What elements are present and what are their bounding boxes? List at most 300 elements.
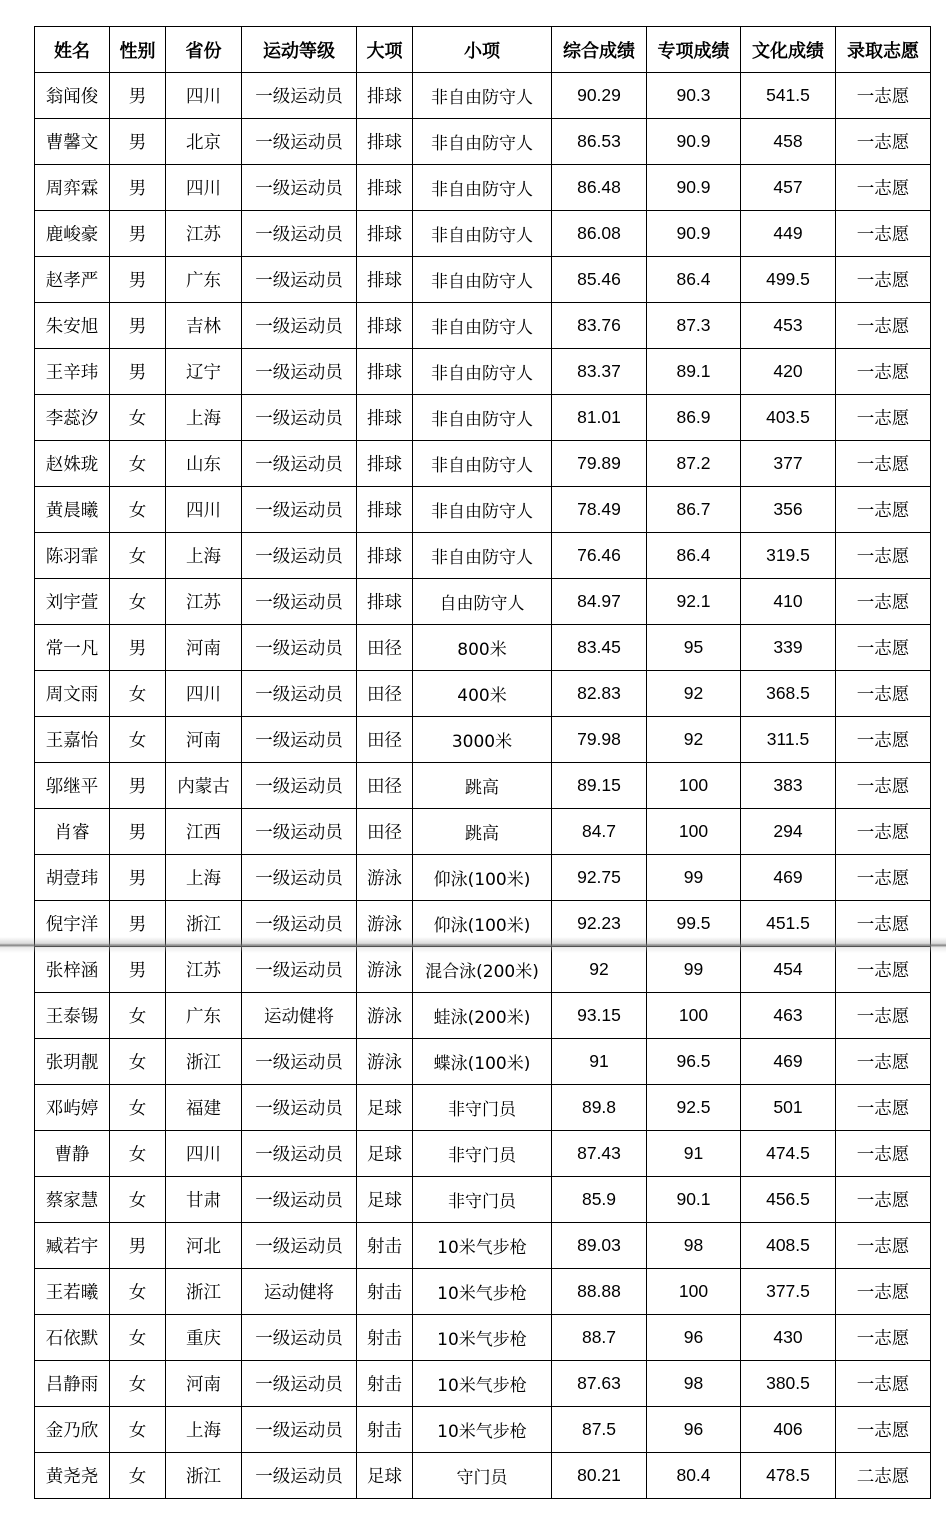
- cell-specialty-score: 86.7: [647, 487, 741, 533]
- cell-specialty-score: 91: [647, 1131, 741, 1177]
- cell-sport-level: 一级运动员: [242, 1039, 357, 1085]
- cell-sport-level: 一级运动员: [242, 1315, 357, 1361]
- cell-admission-choice: 一志愿: [836, 1269, 931, 1315]
- cell-overall-score: 80.21: [552, 1453, 647, 1499]
- cell-academic-score: 408.5: [741, 1223, 836, 1269]
- cell-name: 王若曦: [35, 1269, 110, 1315]
- cell-name: 黄尧尧: [35, 1453, 110, 1499]
- cell-sport: 游泳: [357, 855, 413, 901]
- cell-specialty-score: 90.9: [647, 119, 741, 165]
- cell-sport-level: 一级运动员: [242, 763, 357, 809]
- cell-province: 浙江: [166, 1039, 242, 1085]
- cell-academic-score: 406: [741, 1407, 836, 1453]
- cell-name: 臧若宇: [35, 1223, 110, 1269]
- cell-sport: 射击: [357, 1223, 413, 1269]
- cell-specialty-score: 100: [647, 1269, 741, 1315]
- cell-overall-score: 92.75: [552, 855, 647, 901]
- cell-province: 四川: [166, 671, 242, 717]
- cell-specialty-score: 86.4: [647, 257, 741, 303]
- cell-name: 王辛玮: [35, 349, 110, 395]
- cell-academic-score: 501: [741, 1085, 836, 1131]
- cell-sport-level: 一级运动员: [242, 1453, 357, 1499]
- cell-sport: 田径: [357, 671, 413, 717]
- cell-gender: 男: [110, 855, 166, 901]
- table-row: [35, 579, 931, 625]
- cell-sport-level: 一级运动员: [242, 947, 357, 993]
- cell-specialty-score: 100: [647, 763, 741, 809]
- cell-overall-score: 84.97: [552, 579, 647, 625]
- cell-sport-level: 一级运动员: [242, 1131, 357, 1177]
- column-header-province: 省份: [166, 27, 242, 73]
- table-row: [35, 717, 931, 763]
- cell-overall-score: 83.76: [552, 303, 647, 349]
- cell-province: 四川: [166, 165, 242, 211]
- cell-specialty-score: 89.1: [647, 349, 741, 395]
- cell-province: 浙江: [166, 1453, 242, 1499]
- cell-sport: 射击: [357, 1407, 413, 1453]
- column-header-sport-level: 运动等级: [242, 27, 357, 73]
- cell-gender: 男: [110, 211, 166, 257]
- cell-event: 非自由防守人: [413, 211, 552, 257]
- table-header-row: [35, 27, 931, 73]
- cell-sport: 足球: [357, 1131, 413, 1177]
- cell-sport-level: 一级运动员: [242, 625, 357, 671]
- cell-overall-score: 90.29: [552, 73, 647, 119]
- column-header-academic-score: 文化成绩: [741, 27, 836, 73]
- cell-sport-level: 一级运动员: [242, 533, 357, 579]
- table-row: [35, 1085, 931, 1131]
- cell-name: 李蕊汐: [35, 395, 110, 441]
- cell-overall-score: 84.7: [552, 809, 647, 855]
- table-row: [35, 395, 931, 441]
- cell-sport: 田径: [357, 625, 413, 671]
- cell-gender: 女: [110, 717, 166, 763]
- cell-name: 翁闻俊: [35, 73, 110, 119]
- cell-admission-choice: 一志愿: [836, 1177, 931, 1223]
- cell-overall-score: 78.49: [552, 487, 647, 533]
- table-row: [35, 257, 931, 303]
- cell-academic-score: 311.5: [741, 717, 836, 763]
- cell-sport: 足球: [357, 1453, 413, 1499]
- cell-specialty-score: 90.9: [647, 211, 741, 257]
- cell-admission-choice: 一志愿: [836, 579, 931, 625]
- cell-sport-level: 一级运动员: [242, 579, 357, 625]
- cell-province: 上海: [166, 855, 242, 901]
- cell-gender: 男: [110, 763, 166, 809]
- cell-sport-level: 一级运动员: [242, 1223, 357, 1269]
- cell-event: 蝶泳(100米): [413, 1039, 552, 1085]
- table-body: [35, 73, 931, 1499]
- cell-name: 石依默: [35, 1315, 110, 1361]
- cell-specialty-score: 92: [647, 671, 741, 717]
- cell-academic-score: 469: [741, 1039, 836, 1085]
- cell-specialty-score: 100: [647, 993, 741, 1039]
- cell-gender: 女: [110, 993, 166, 1039]
- cell-sport-level: 一级运动员: [242, 809, 357, 855]
- cell-event: 仰泳(100米): [413, 855, 552, 901]
- table-row: [35, 671, 931, 717]
- cell-academic-score: 403.5: [741, 395, 836, 441]
- cell-event: 非自由防守人: [413, 119, 552, 165]
- table-row: [35, 1269, 931, 1315]
- cell-sport: 足球: [357, 1177, 413, 1223]
- cell-sport: 排球: [357, 73, 413, 119]
- cell-academic-score: 420: [741, 349, 836, 395]
- cell-admission-choice: 一志愿: [836, 809, 931, 855]
- cell-specialty-score: 92: [647, 717, 741, 763]
- cell-event: 蛙泳(200米): [413, 993, 552, 1039]
- cell-gender: 女: [110, 1453, 166, 1499]
- table-row: [35, 1039, 931, 1085]
- table-row: [35, 441, 931, 487]
- cell-event: 非自由防守人: [413, 487, 552, 533]
- cell-province: 四川: [166, 73, 242, 119]
- cell-overall-score: 79.89: [552, 441, 647, 487]
- cell-gender: 男: [110, 303, 166, 349]
- cell-event: 非自由防守人: [413, 349, 552, 395]
- cell-name: 赵姝珑: [35, 441, 110, 487]
- cell-province: 河南: [166, 1361, 242, 1407]
- cell-overall-score: 85.46: [552, 257, 647, 303]
- cell-name: 张玥靓: [35, 1039, 110, 1085]
- cell-overall-score: 89.03: [552, 1223, 647, 1269]
- cell-province: 上海: [166, 533, 242, 579]
- cell-sport: 田径: [357, 809, 413, 855]
- cell-event: 10米气步枪: [413, 1407, 552, 1453]
- cell-sport: 射击: [357, 1361, 413, 1407]
- cell-name: 王嘉怡: [35, 717, 110, 763]
- cell-name: 肖睿: [35, 809, 110, 855]
- cell-academic-score: 478.5: [741, 1453, 836, 1499]
- cell-gender: 女: [110, 533, 166, 579]
- table-row: [35, 487, 931, 533]
- column-header-admission-choice: 录取志愿: [836, 27, 931, 73]
- cell-academic-score: 474.5: [741, 1131, 836, 1177]
- cell-sport-level: 一级运动员: [242, 901, 357, 947]
- cell-province: 广东: [166, 257, 242, 303]
- cell-specialty-score: 96: [647, 1407, 741, 1453]
- cell-gender: 男: [110, 809, 166, 855]
- cell-sport-level: 一级运动员: [242, 671, 357, 717]
- cell-specialty-score: 96.5: [647, 1039, 741, 1085]
- cell-sport: 田径: [357, 763, 413, 809]
- cell-event: 400米: [413, 671, 552, 717]
- cell-sport: 排球: [357, 487, 413, 533]
- cell-name: 金乃欣: [35, 1407, 110, 1453]
- cell-academic-score: 356: [741, 487, 836, 533]
- cell-admission-choice: 一志愿: [836, 1223, 931, 1269]
- cell-admission-choice: 一志愿: [836, 625, 931, 671]
- cell-name: 陈羽霏: [35, 533, 110, 579]
- cell-academic-score: 463: [741, 993, 836, 1039]
- cell-specialty-score: 99.5: [647, 901, 741, 947]
- cell-academic-score: 319.5: [741, 533, 836, 579]
- cell-specialty-score: 95: [647, 625, 741, 671]
- cell-sport: 排球: [357, 579, 413, 625]
- cell-name: 吕静雨: [35, 1361, 110, 1407]
- cell-gender: 女: [110, 671, 166, 717]
- cell-name: 张梓涵: [35, 947, 110, 993]
- cell-sport-level: 一级运动员: [242, 119, 357, 165]
- cell-gender: 女: [110, 1085, 166, 1131]
- cell-sport: 排球: [357, 441, 413, 487]
- cell-overall-score: 89.8: [552, 1085, 647, 1131]
- cell-name: 邓屿婷: [35, 1085, 110, 1131]
- cell-name: 周文雨: [35, 671, 110, 717]
- cell-academic-score: 499.5: [741, 257, 836, 303]
- cell-specialty-score: 98: [647, 1361, 741, 1407]
- cell-admission-choice: 一志愿: [836, 671, 931, 717]
- cell-specialty-score: 98: [647, 1223, 741, 1269]
- cell-event: 10米气步枪: [413, 1269, 552, 1315]
- cell-admission-choice: 一志愿: [836, 993, 931, 1039]
- column-header-name: 姓名: [35, 27, 110, 73]
- cell-academic-score: 368.5: [741, 671, 836, 717]
- column-header-overall-score: 综合成绩: [552, 27, 647, 73]
- cell-name: 王泰锡: [35, 993, 110, 1039]
- cell-event: 混合泳(200米): [413, 947, 552, 993]
- cell-gender: 男: [110, 165, 166, 211]
- cell-sport-level: 一级运动员: [242, 349, 357, 395]
- cell-specialty-score: 100: [647, 809, 741, 855]
- cell-overall-score: 86.08: [552, 211, 647, 257]
- table-row: [35, 1223, 931, 1269]
- cell-admission-choice: 一志愿: [836, 1039, 931, 1085]
- cell-gender: 男: [110, 257, 166, 303]
- cell-admission-choice: 一志愿: [836, 947, 931, 993]
- cell-gender: 女: [110, 1407, 166, 1453]
- cell-specialty-score: 87.2: [647, 441, 741, 487]
- cell-specialty-score: 96: [647, 1315, 741, 1361]
- cell-overall-score: 79.98: [552, 717, 647, 763]
- cell-sport: 排球: [357, 257, 413, 303]
- admissions-table: [34, 26, 931, 1499]
- cell-gender: 女: [110, 1177, 166, 1223]
- column-header-specialty-score: 专项成绩: [647, 27, 741, 73]
- cell-admission-choice: 一志愿: [836, 855, 931, 901]
- cell-province: 四川: [166, 487, 242, 533]
- cell-sport-level: 一级运动员: [242, 303, 357, 349]
- cell-sport: 游泳: [357, 993, 413, 1039]
- table-row: [35, 119, 931, 165]
- cell-admission-choice: 一志愿: [836, 763, 931, 809]
- table-row: [35, 303, 931, 349]
- cell-gender: 男: [110, 947, 166, 993]
- cell-sport-level: 一级运动员: [242, 1085, 357, 1131]
- cell-event: 仰泳(100米): [413, 901, 552, 947]
- cell-sport-level: 一级运动员: [242, 1361, 357, 1407]
- cell-province: 辽宁: [166, 349, 242, 395]
- cell-name: 常一凡: [35, 625, 110, 671]
- cell-sport: 游泳: [357, 1039, 413, 1085]
- cell-gender: 男: [110, 119, 166, 165]
- cell-gender: 女: [110, 487, 166, 533]
- cell-name: 赵孝严: [35, 257, 110, 303]
- cell-overall-score: 83.37: [552, 349, 647, 395]
- cell-academic-score: 456.5: [741, 1177, 836, 1223]
- cell-name: 周弈霖: [35, 165, 110, 211]
- table-row: [35, 1177, 931, 1223]
- cell-event: 非自由防守人: [413, 533, 552, 579]
- cell-sport-level: 一级运动员: [242, 1407, 357, 1453]
- cell-province: 河北: [166, 1223, 242, 1269]
- cell-admission-choice: 一志愿: [836, 73, 931, 119]
- cell-name: 曹馨文: [35, 119, 110, 165]
- cell-academic-score: 377.5: [741, 1269, 836, 1315]
- cell-event: 10米气步枪: [413, 1361, 552, 1407]
- cell-academic-score: 410: [741, 579, 836, 625]
- cell-overall-score: 92.23: [552, 901, 647, 947]
- table-row: [35, 1453, 931, 1499]
- cell-admission-choice: 一志愿: [836, 165, 931, 211]
- cell-name: 朱安旭: [35, 303, 110, 349]
- table-row: [35, 1131, 931, 1177]
- cell-overall-score: 91: [552, 1039, 647, 1085]
- cell-province: 山东: [166, 441, 242, 487]
- cell-name: 蔡家慧: [35, 1177, 110, 1223]
- cell-academic-score: 458: [741, 119, 836, 165]
- cell-overall-score: 87.5: [552, 1407, 647, 1453]
- cell-sport-level: 一级运动员: [242, 165, 357, 211]
- table-row: [35, 1361, 931, 1407]
- cell-event: 非自由防守人: [413, 165, 552, 211]
- cell-event: 自由防守人: [413, 579, 552, 625]
- cell-province: 浙江: [166, 901, 242, 947]
- table-row: [35, 947, 931, 993]
- table-row: [35, 625, 931, 671]
- cell-sport-level: 一级运动员: [242, 257, 357, 303]
- cell-overall-score: 76.46: [552, 533, 647, 579]
- cell-overall-score: 87.63: [552, 1361, 647, 1407]
- table-row: [35, 211, 931, 257]
- cell-academic-score: 430: [741, 1315, 836, 1361]
- cell-province: 甘肃: [166, 1177, 242, 1223]
- cell-overall-score: 89.15: [552, 763, 647, 809]
- cell-overall-score: 83.45: [552, 625, 647, 671]
- cell-specialty-score: 90.9: [647, 165, 741, 211]
- table-row: [35, 165, 931, 211]
- cell-sport: 排球: [357, 211, 413, 257]
- cell-overall-score: 88.88: [552, 1269, 647, 1315]
- cell-sport: 排球: [357, 533, 413, 579]
- cell-overall-score: 86.48: [552, 165, 647, 211]
- table-row: [35, 349, 931, 395]
- cell-sport-level: 一级运动员: [242, 1177, 357, 1223]
- cell-sport-level: 一级运动员: [242, 395, 357, 441]
- cell-admission-choice: 一志愿: [836, 1407, 931, 1453]
- cell-overall-score: 92: [552, 947, 647, 993]
- table-row: [35, 533, 931, 579]
- cell-academic-score: 339: [741, 625, 836, 671]
- cell-province: 内蒙古: [166, 763, 242, 809]
- cell-sport-level: 一级运动员: [242, 211, 357, 257]
- cell-event: 非自由防守人: [413, 303, 552, 349]
- cell-gender: 女: [110, 1131, 166, 1177]
- cell-admission-choice: 一志愿: [836, 487, 931, 533]
- cell-academic-score: 469: [741, 855, 836, 901]
- cell-province: 重庆: [166, 1315, 242, 1361]
- column-header-gender: 性别: [110, 27, 166, 73]
- cell-gender: 男: [110, 901, 166, 947]
- cell-gender: 男: [110, 625, 166, 671]
- cell-event: 非自由防守人: [413, 441, 552, 487]
- cell-province: 江苏: [166, 947, 242, 993]
- cell-admission-choice: 一志愿: [836, 717, 931, 763]
- cell-admission-choice: 一志愿: [836, 395, 931, 441]
- table-row: [35, 1407, 931, 1453]
- cell-name: 刘宇萱: [35, 579, 110, 625]
- cell-overall-score: 86.53: [552, 119, 647, 165]
- cell-overall-score: 81.01: [552, 395, 647, 441]
- table-row: [35, 73, 931, 119]
- cell-sport: 射击: [357, 1269, 413, 1315]
- cell-event: 3000米: [413, 717, 552, 763]
- cell-academic-score: 294: [741, 809, 836, 855]
- cell-name: 胡壹玮: [35, 855, 110, 901]
- cell-specialty-score: 86.4: [647, 533, 741, 579]
- cell-academic-score: 377: [741, 441, 836, 487]
- cell-province: 上海: [166, 395, 242, 441]
- cell-admission-choice: 一志愿: [836, 349, 931, 395]
- cell-academic-score: 457: [741, 165, 836, 211]
- cell-admission-choice: 一志愿: [836, 1085, 931, 1131]
- cell-province: 福建: [166, 1085, 242, 1131]
- cell-gender: 女: [110, 441, 166, 487]
- cell-admission-choice: 一志愿: [836, 1315, 931, 1361]
- cell-name: 黄晨曦: [35, 487, 110, 533]
- table-row: [35, 809, 931, 855]
- cell-admission-choice: 一志愿: [836, 211, 931, 257]
- cell-province: 四川: [166, 1131, 242, 1177]
- cell-province: 河南: [166, 717, 242, 763]
- cell-event: 10米气步枪: [413, 1315, 552, 1361]
- cell-gender: 男: [110, 73, 166, 119]
- cell-province: 北京: [166, 119, 242, 165]
- cell-sport: 排球: [357, 303, 413, 349]
- cell-gender: 女: [110, 1361, 166, 1407]
- table-row: [35, 901, 931, 947]
- cell-admission-choice: 一志愿: [836, 533, 931, 579]
- cell-specialty-score: 90.1: [647, 1177, 741, 1223]
- cell-sport: 排球: [357, 165, 413, 211]
- cell-province: 上海: [166, 1407, 242, 1453]
- column-header-event: 小项: [413, 27, 552, 73]
- cell-academic-score: 541.5: [741, 73, 836, 119]
- cell-overall-score: 82.83: [552, 671, 647, 717]
- table-row: [35, 1315, 931, 1361]
- cell-event: 非守门员: [413, 1085, 552, 1131]
- cell-sport: 射击: [357, 1315, 413, 1361]
- cell-overall-score: 93.15: [552, 993, 647, 1039]
- cell-overall-score: 88.7: [552, 1315, 647, 1361]
- column-header-sport: 大项: [357, 27, 413, 73]
- cell-province: 江西: [166, 809, 242, 855]
- cell-specialty-score: 92.5: [647, 1085, 741, 1131]
- cell-sport-level: 一级运动员: [242, 855, 357, 901]
- cell-specialty-score: 92.1: [647, 579, 741, 625]
- cell-admission-choice: 一志愿: [836, 1131, 931, 1177]
- cell-specialty-score: 90.3: [647, 73, 741, 119]
- cell-sport: 田径: [357, 717, 413, 763]
- cell-province: 河南: [166, 625, 242, 671]
- cell-sport-level: 一级运动员: [242, 441, 357, 487]
- cell-sport-level: 一级运动员: [242, 717, 357, 763]
- cell-sport: 游泳: [357, 901, 413, 947]
- cell-province: 江苏: [166, 579, 242, 625]
- cell-specialty-score: 99: [647, 947, 741, 993]
- cell-event: 非自由防守人: [413, 395, 552, 441]
- cell-name: 倪宇洋: [35, 901, 110, 947]
